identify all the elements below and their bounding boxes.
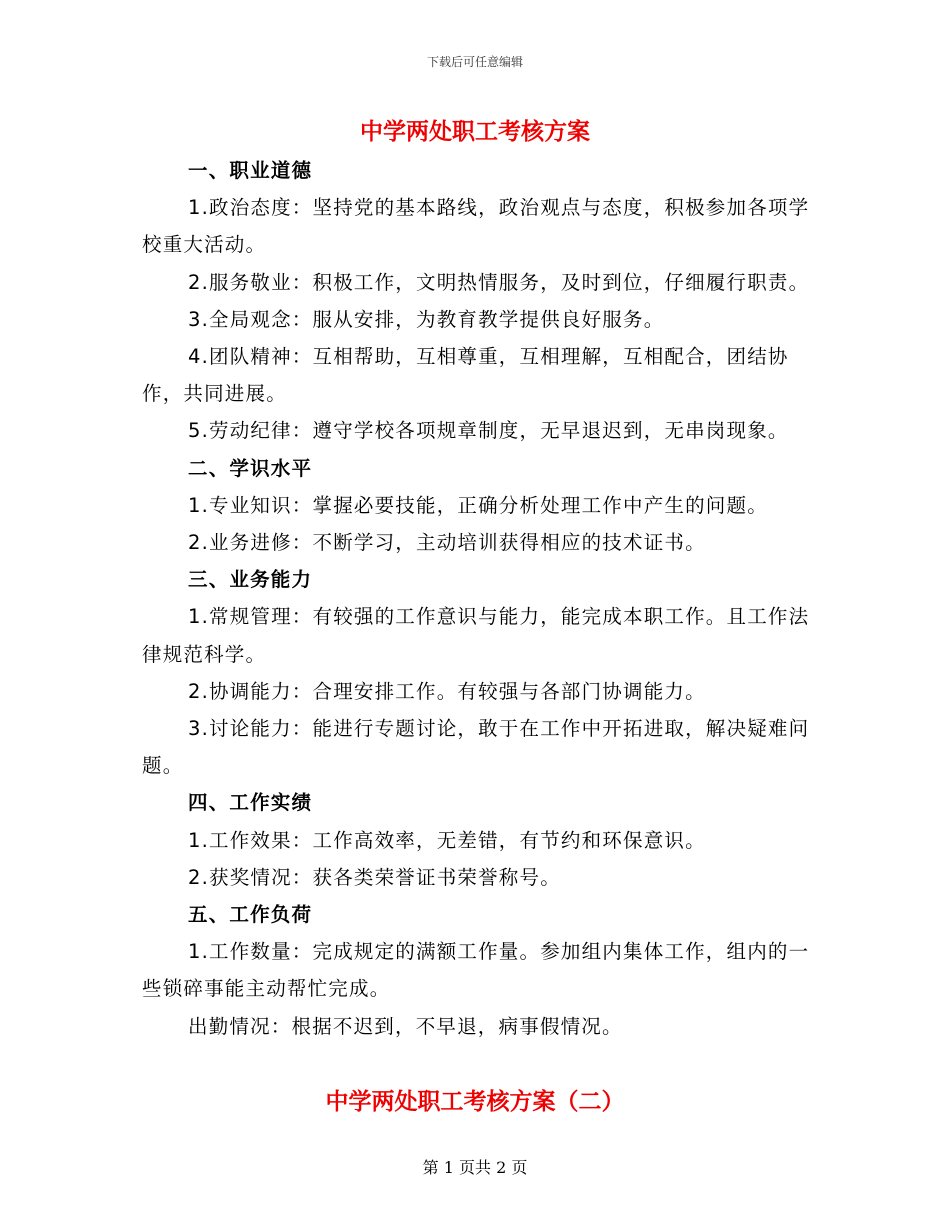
page-header: 下载后可任意编辑 (426, 55, 523, 69)
section-heading: 四、工作实绩 (188, 791, 313, 815)
document-title: 中学两处职工考核方案 (360, 119, 590, 145)
section-heading: 二、学识水平 (188, 456, 313, 480)
paragraph: 1.工作效果：工作高效率，无差错，有节约和环保意识。 (188, 828, 706, 852)
paragraph: 2.获奖情况：获各类荣誉证书荣誉称号。 (188, 865, 561, 889)
paragraph: 2.协调能力：合理安排工作。有较强与各部门协调能力。 (188, 679, 706, 703)
paragraph: 4.团队精神：互相帮助，互相尊重，互相理解，互相配合，团结协作，共同进展。 (142, 345, 789, 406)
section-heading: 三、业务能力 (188, 568, 313, 592)
paragraph: 1.政治态度：坚持党的基本路线，政治观点与态度，积极参加各项学校重大活动。 (142, 196, 810, 257)
next-document-title: 中学两处职工考核方案（二） (325, 1089, 625, 1115)
section-heading: 五、工作负荷 (188, 903, 313, 927)
paragraph: 3.讨论能力：能进行专题讨论，敢于在工作中开拓进取，解决疑难问题。 (142, 717, 810, 778)
paragraph: 5.劳动纪律：遵守学校各项规章制度，无早退迟到，无串岗现象。 (188, 419, 789, 443)
page-footer: 第 1 页共 2 页 (422, 1158, 528, 1177)
paragraph: 1.专业知识：掌握必要技能，正确分析处理工作中产生的问题。 (188, 493, 768, 517)
paragraph: 1.工作数量：完成规定的满额工作量。参加组内集体工作，组内的一些锁碎事能主动帮忙完成。 (142, 940, 810, 1001)
paragraph: 1.常规管理：有较强的工作意识与能力，能完成本职工作。且工作法律规范科学。 (142, 605, 810, 666)
document-body (142, 152, 810, 1045)
paragraph: 2.服务敬业：积极工作，文明热情服务，及时到位，仔细履行职责。 (188, 270, 810, 294)
paragraph: 2.业务进修：不断学习，主动培训获得相应的技术证书。 (188, 531, 706, 555)
paragraph: 出勤情况：根据不迟到，不早退，病事假情况。 (188, 1014, 623, 1038)
section-heading: 一、职业道德 (188, 159, 313, 182)
paragraph: 3.全局观念：服从安排，为教育教学提供良好服务。 (188, 307, 665, 331)
